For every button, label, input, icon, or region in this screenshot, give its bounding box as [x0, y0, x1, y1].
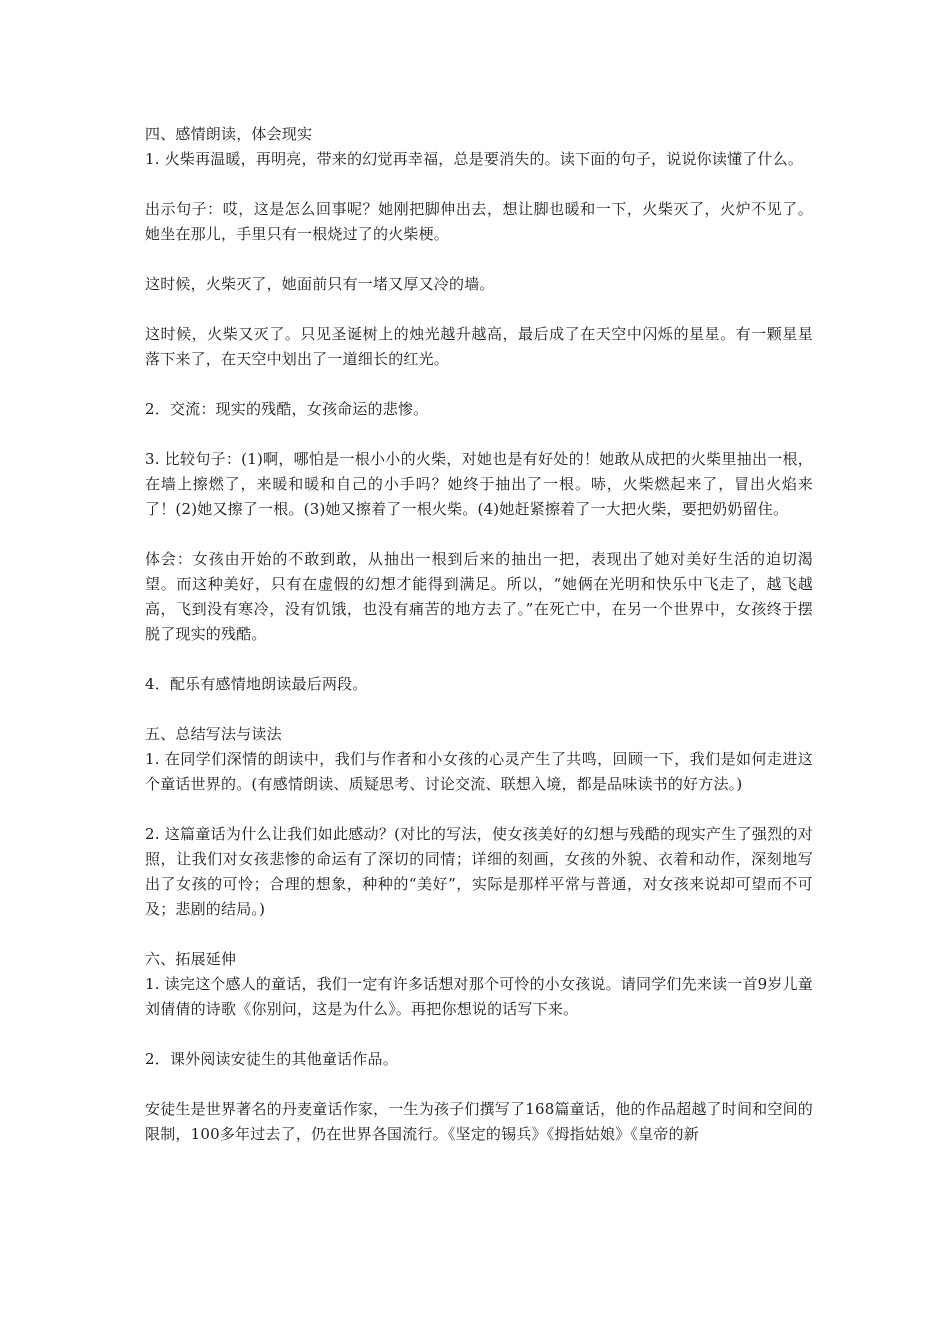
- section4-paragraph-1: 1. 火柴再温暖，再明亮，带来的幻觉再幸福，总是要消失的。读下面的句子，说说你读懂了什么。: [145, 150, 804, 168]
- section4-paragraph-7: 体会：女孩由开始的不敢到敢，从抽出一根到后来的抽出一把，表现出了她对美好生活的迫切渴望。而这种美好，只有在虚假的幻想才能得到满足。所以，“她俩在光明和快乐中飞走了，越飞越高，飞到没有寒冷，没有饥饿，也没有痛苦的地方去了。”在死亡中，在另一个世界中，女孩终于摆脱了现实的残酷。: [145, 550, 813, 643]
- section4-paragraph-2: 出示句子：哎，这是怎么回事呢？她刚把脚伸出去，想让脚也暖和一下，火柴灭了，火炉不见了。她坐在那儿，手里只有一根烧过了的火柴梗。: [145, 200, 813, 243]
- paragraph-gap: [145, 372, 813, 397]
- paragraph-gap: [145, 522, 813, 547]
- section6-paragraph-1: 1. 读完这个感人的童话，我们一定有许多话想对那个可怜的小女孩说。请同学们先来读一首9岁儿童刘倩倩的诗歌《你别问，这是为什么》。再把你想说的话写下来。: [145, 975, 813, 1018]
- paragraph-gap: [145, 697, 813, 722]
- section5-heading: 五、总结写法与读法: [145, 725, 282, 743]
- section4-paragraph-4: 这时候，火柴又灭了。只见圣诞树上的烛光越升越高，最后成了在天空中闪烁的星星。有一颗星星落下来了，在天空中划出了一道细长的红光。: [145, 325, 813, 368]
- paragraph-gap: [145, 422, 813, 447]
- paragraph-gap: [145, 247, 813, 272]
- section6-paragraph-3: 安徒生是世界著名的丹麦童话作家，一生为孩子们撰写了168篇童话，他的作品超越了时间和空间的限制，100多年过去了，仍在世界各国流行。《坚定的锡兵》《拇指姑娘》《皇帝的新: [145, 1100, 813, 1143]
- section4-paragraph-8: 4．配乐有感情地朗读最后两段。: [145, 675, 368, 693]
- paragraph-gap: [145, 797, 813, 822]
- document-page: [145, 122, 813, 1147]
- section5-paragraph-2: 2. 这篇童话为什么让我们如此感动？(对比的写法，使女孩美好的幻想与残酷的现实产生了强烈的对照，让我们对女孩悲惨的命运有了深切的同情；详细的刻画，女孩的外貌、衣着和动作，深刻地写出了女孩的可怜；合理的想象，种种的“美好”，实际是那样平常与普通，对女孩来说却可望而不可及；悲剧的结局。): [145, 825, 813, 918]
- paragraph-gap: [145, 297, 813, 322]
- paragraph-gap: [145, 1022, 813, 1047]
- section6-heading: 六、拓展延伸: [145, 950, 237, 968]
- paragraph-gap: [145, 647, 813, 672]
- paragraph-gap: [145, 1072, 813, 1097]
- section5-paragraph-1: 1. 在同学们深情的朗读中，我们与作者和小女孩的心灵产生了共鸣，回顾一下，我们是如何走进这个童话世界的。(有感情朗读、质疑思考、讨论交流、联想入境，都是品味读书的好方法。): [145, 750, 813, 793]
- paragraph-gap: [145, 922, 813, 947]
- section4-paragraph-5: 2．交流：现实的残酷，女孩命运的悲惨。: [145, 400, 429, 418]
- section4-heading: 四、感情朗读，体会现实: [145, 125, 313, 143]
- section4-paragraph-6: 3. 比较句子：(1)啊，哪怕是一根小小的火柴，对她也是有好处的！她敢从成把的火柴里抽出一根，在墙上擦燃了，来暖和暖和自己的小手吗？她终于抽出了一根。哧，火柴燃起来了，冒出火焰来了！(2)她又擦了一根。(3)她又擦着了一根火柴。(4)她赶紧擦着了一大把火柴，要把奶奶留住。: [145, 450, 813, 518]
- section6-paragraph-2: 2．课外阅读安徒生的其他童话作品。: [145, 1050, 398, 1068]
- section4-paragraph-3: 这时候，火柴灭了，她面前只有一堵又厚又冷的墙。: [145, 275, 495, 293]
- paragraph-gap: [145, 172, 813, 197]
